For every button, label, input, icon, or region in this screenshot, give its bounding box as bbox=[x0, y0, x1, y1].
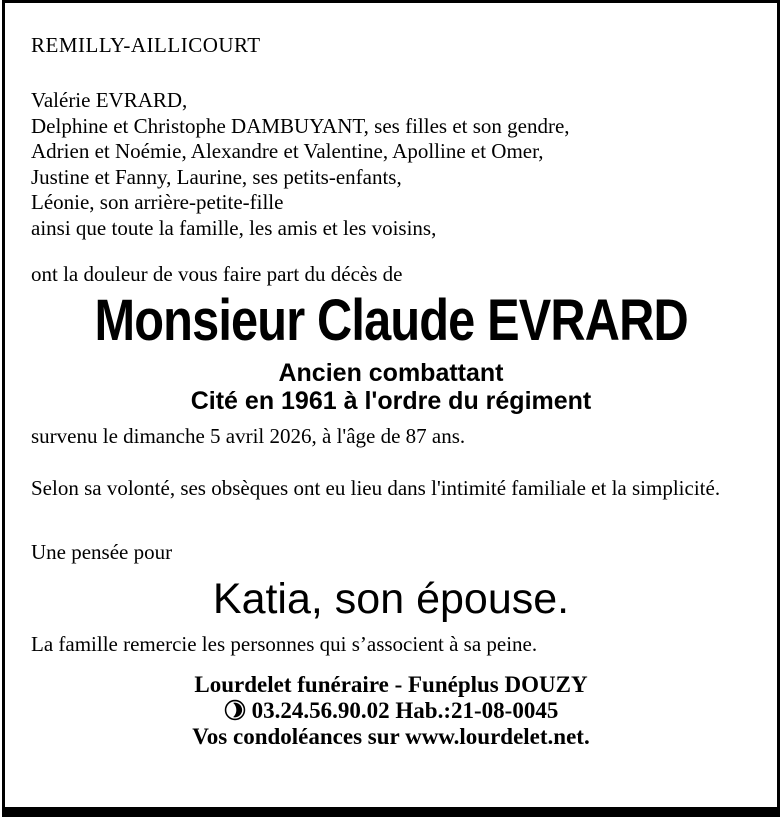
funeral-home-name: Lourdelet funéraire - Funéplus DOUZY bbox=[194, 672, 588, 697]
funeral-info: Selon sa volonté, ses obsèques ont eu lieu dans l'intimité familiale et la simplicité. bbox=[31, 476, 721, 500]
announcement-text: ont la douleur de vous faire part du décès de bbox=[31, 262, 403, 286]
death-info: survenu le dimanche 5 avril 2026, à l'âge de 87 ans. bbox=[31, 424, 466, 448]
phone-number: 03.24.56.90.02 bbox=[251, 698, 390, 723]
phone-icon bbox=[224, 699, 246, 721]
thanks-text: La famille remercie les personnes qui s’associent à sa peine. bbox=[31, 632, 538, 656]
funeral-home-footer bbox=[31, 672, 751, 750]
family-line: Adrien et Noémie, Alexandre et Valentine, Apolline et Omer, bbox=[31, 139, 544, 163]
thought-intro: Une pensée pour bbox=[31, 540, 173, 564]
distinction-line: Cité en 1961 à l'ordre du régiment bbox=[190, 387, 592, 415]
thought-person: Katia, son épouse. bbox=[212, 575, 570, 623]
family-line: ainsi que toute la famille, les amis et les voisins, bbox=[31, 215, 437, 240]
deceased-name-wrap bbox=[31, 288, 751, 353]
distinction-line: Ancien combattant bbox=[278, 359, 504, 387]
habilitation-number: Hab.:21-08-0045 bbox=[395, 698, 559, 723]
notice-content bbox=[5, 3, 777, 750]
family-line: Léonie, son arrière-petite-fille bbox=[31, 190, 284, 214]
city-name: REMILLY-AILLICOURT bbox=[31, 33, 261, 57]
family-line: Justine et Fanny, Laurine, ses petits-enfants, bbox=[31, 164, 402, 189]
family-line: Valérie EVRARD, bbox=[31, 88, 188, 112]
condolences-line: Vos condoléances sur www.lourdelet.net. bbox=[192, 724, 590, 749]
notice-frame bbox=[2, 0, 780, 817]
deceased-name: Monsieur Claude EVRARD bbox=[94, 288, 688, 353]
family-line: Delphine et Christophe DAMBUYANT, ses filles et son gendre, bbox=[31, 113, 570, 138]
distinctions bbox=[31, 359, 751, 415]
family-list bbox=[31, 88, 751, 241]
contact-line bbox=[31, 698, 751, 724]
